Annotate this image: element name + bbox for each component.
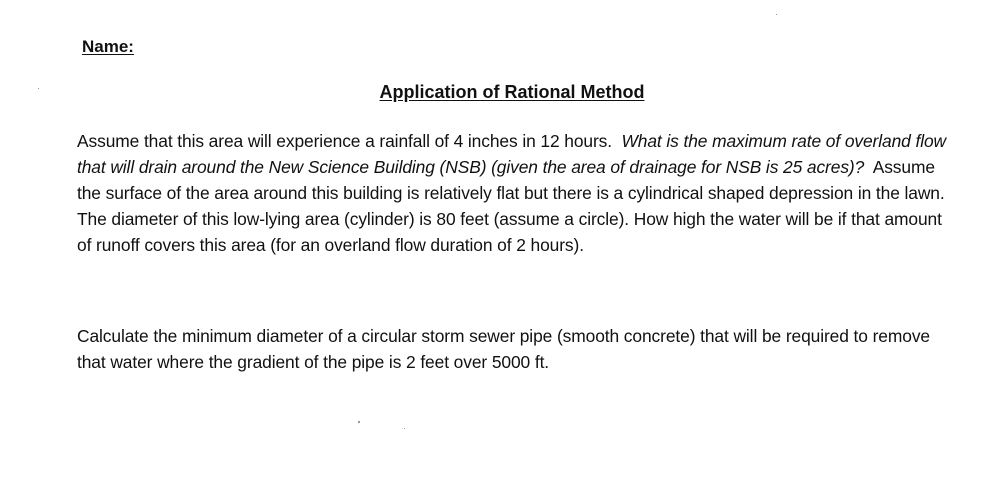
paragraph-rainfall-question <box>77 128 957 258</box>
scan-speck <box>776 14 777 15</box>
document-title: Application of Rational Method <box>379 82 645 102</box>
name-label: Name: <box>82 37 134 56</box>
paragraph-1-question: What is the maximum rate of overland flow that will drain around the New Science Building (NSB) (given the area of drainage for NSB is 25 acres)? <box>77 131 946 177</box>
scan-speck <box>358 421 360 423</box>
scan-speck <box>404 428 405 429</box>
paragraph-1-intro: Assume that this area will experience a rainfall of 4 inches in 12 hours. <box>77 131 612 151</box>
scan-speck <box>38 88 39 89</box>
paragraph-1-details: Assume the surface of the area around this building is relatively flat but there is a cylindrical shaped depression in the lawn. The diameter of this low-lying area (cylinder) is 80 feet (assume a circle). How high the water will be if that amount of runoff covers this area (for an overland flow duration of 2 hours). <box>77 157 945 255</box>
paragraph-pipe-question: Calculate the minimum diameter of a circular storm sewer pipe (smooth concrete) that will be required to remove that water where the gradient of the pipe is 2 feet over 5000 ft. <box>77 326 930 372</box>
